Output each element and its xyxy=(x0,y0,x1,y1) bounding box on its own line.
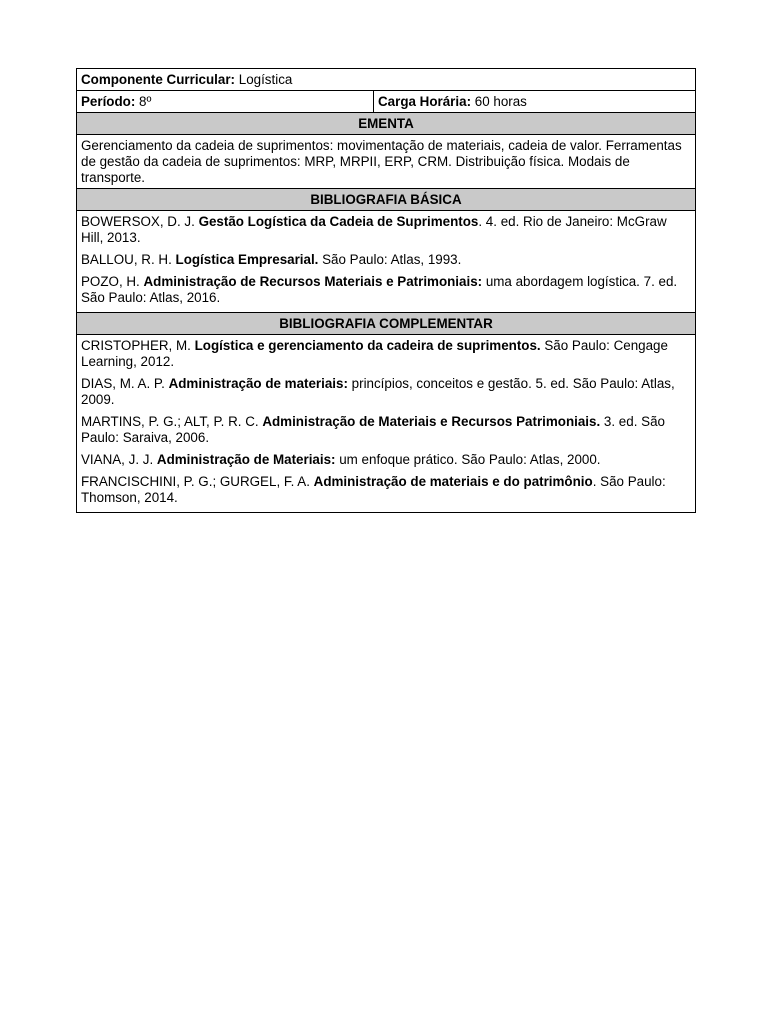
reference-details: uma abordagem logística. 7. ed. São Paulo: Atlas, 2016. xyxy=(81,274,678,305)
reference-title: Gestão Logística da Cadeia de Suprimentos xyxy=(198,214,479,229)
reference-authors: DIAS, M. A. P. xyxy=(81,376,169,391)
carga-value: 60 horas xyxy=(474,94,527,109)
carga-label: Carga Horária: xyxy=(378,94,472,109)
reference-details: São Paulo: Cengage Learning, 2012. xyxy=(81,338,668,369)
reference-authors: CRISTOPHER, M. xyxy=(81,338,195,353)
reference-item xyxy=(81,252,691,268)
reference-authors: VIANA, J. J. xyxy=(81,452,157,467)
componente-value: Logística xyxy=(238,72,293,87)
reference-title: Administração de materiais: xyxy=(168,376,348,391)
reference-details: um enfoque prático. São Paulo: Atlas, 2000. xyxy=(335,452,601,467)
complementar-list xyxy=(77,335,695,512)
periodo-label: Período: xyxy=(81,94,136,109)
complementar-heading: BIBLIOGRAFIA COMPLEMENTAR xyxy=(77,313,695,335)
basica-heading: BIBLIOGRAFIA BÁSICA xyxy=(77,189,695,211)
reference-item xyxy=(81,214,691,246)
reference-title: Administração de Recursos Materiais e Patrimoniais: xyxy=(143,274,483,289)
reference-item xyxy=(81,414,691,446)
reference-authors: BALLOU, R. H. xyxy=(81,252,176,267)
reference-item xyxy=(81,376,691,408)
ementa-heading: EMENTA xyxy=(77,113,695,135)
reference-title: Logística Empresarial. xyxy=(175,252,319,267)
reference-details: 3. ed. São Paulo: Saraiva, 2006. xyxy=(81,414,665,445)
reference-title: Administração de Materiais e Recursos Patrimoniais. xyxy=(262,414,601,429)
componente-row xyxy=(77,69,695,91)
curriculum-table xyxy=(76,68,696,513)
componente-label: Componente Curricular: xyxy=(81,72,236,87)
periodo-value: 8º xyxy=(139,94,152,109)
reference-details: . 4. ed. Rio de Janeiro: McGraw Hill, 2013. xyxy=(81,214,667,245)
reference-item xyxy=(81,452,691,468)
reference-authors: FRANCISCHINI, P. G.; GURGEL, F. A. xyxy=(81,474,314,489)
reference-authors: POZO, H. xyxy=(81,274,144,289)
reference-item xyxy=(81,338,691,370)
reference-details: princípios, conceitos e gestão. 5. ed. São Paulo: Atlas, 2009. xyxy=(81,376,675,407)
carga-cell xyxy=(374,91,695,112)
ementa-text: Gerenciamento da cadeia de suprimentos: movimentação de materiais, cadeia de valor. Ferramentas de gestão da cadeia de suprimentos: MRP, MRPII, ERP, CRM. Distribuição física. Modais de transporte. xyxy=(77,135,695,189)
reference-details: . São Paulo: Thomson, 2014. xyxy=(81,474,666,505)
reference-authors: MARTINS, P. G.; ALT, P. R. C. xyxy=(81,414,263,429)
reference-details: São Paulo: Atlas, 1993. xyxy=(318,252,462,267)
reference-item xyxy=(81,274,691,306)
basica-list xyxy=(77,211,695,313)
reference-title: Administração de Materiais: xyxy=(156,452,336,467)
reference-authors: BOWERSOX, D. J. xyxy=(81,214,199,229)
periodo-carga-row xyxy=(77,91,695,113)
reference-title: Logística e gerenciamento da cadeira de suprimentos. xyxy=(194,338,541,353)
reference-title: Administração de materiais e do patrimônio xyxy=(313,474,593,489)
reference-item xyxy=(81,474,691,506)
periodo-cell xyxy=(77,91,374,112)
